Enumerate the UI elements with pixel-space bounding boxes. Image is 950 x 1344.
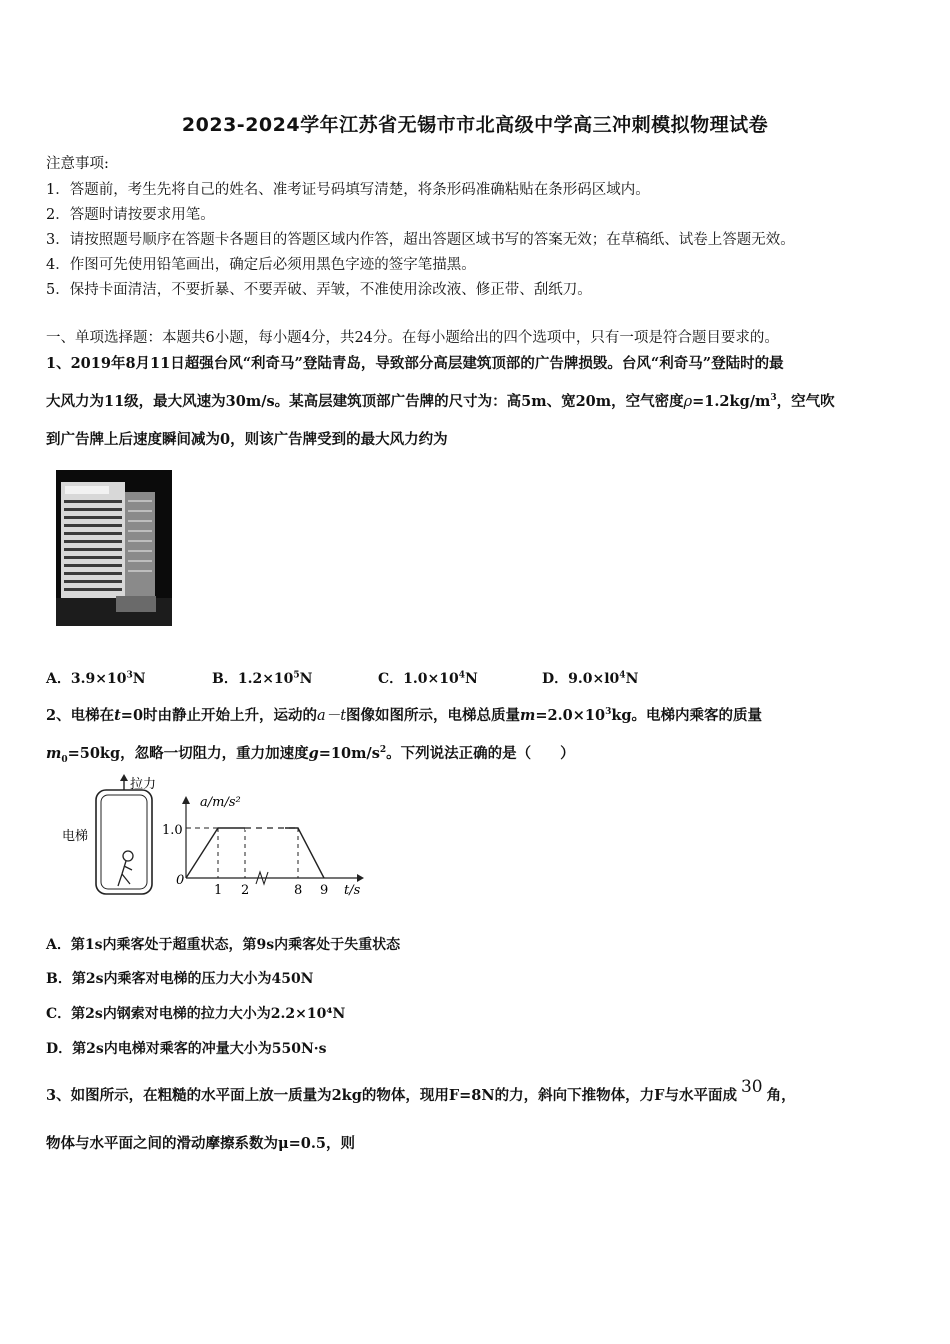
x-tick-9: 9 xyxy=(320,883,329,898)
x-tick-8: 8 xyxy=(294,883,303,898)
elevator-label: 电梯 xyxy=(62,829,89,844)
q1-option-c[interactable]: C．$1.0\times 10^4N$ xyxy=(378,670,478,687)
at-curve xyxy=(186,828,324,878)
notice-item-1: 1．答题前，考生先将自己的姓名、准考证号码填写清楚，将条形码准确粘贴在条形码区域内。 xyxy=(46,182,650,198)
notice-item-5: 5．保持卡面清洁，不要折暴、不要弄破、弄皱，不准使用涂改液、修正带、刮纸刀。 xyxy=(46,282,592,298)
notice-item-4: 4．作图可先使用铅笔画出，确定后必须用黑色字迹的签字笔描黑。 xyxy=(46,257,476,273)
pull-arrow-head xyxy=(120,774,128,781)
q1-option-a[interactable]: A．$3.9\times 10^3N$ xyxy=(46,670,146,687)
x-axis-label: t/s xyxy=(344,883,361,898)
q3-line-1: 3、如图所示，在粗糙的水平面上放一质量为2kg的物体，现用F=8N的力，斜向下推物体，力F与水平面成 30 角， xyxy=(46,1077,796,1104)
passenger-icon xyxy=(118,851,133,886)
x-tick-1: 1 xyxy=(214,883,223,898)
q1-option-d[interactable]: D．$9.0\times l0^4N$ xyxy=(542,670,639,687)
q2-option-b[interactable]: B．第2s内乘客对电梯的压力大小为450N xyxy=(46,971,314,987)
pull-label: 拉力 xyxy=(130,777,157,792)
q2-line-2: $m_0=50kg$，忽略一切阻力，重力加速度$g=10m/s^2$。下列说法正确的是（ ） xyxy=(46,745,575,765)
x-tick-2: 2 xyxy=(241,883,250,898)
elevator-car xyxy=(96,790,152,894)
q2-option-d[interactable]: D．第2s内电梯对乘客的冲量大小为550N·s xyxy=(46,1041,327,1057)
q3-line-2: 物体与水平面之间的滑动摩擦系数为μ=0.5，则 xyxy=(46,1135,355,1152)
q1-line-1: 1、2019年8月11日超强台风“利奇马”登陆青岛，导致部分高层建筑顶部的广告牌损毁。台风“利奇马”登陆时的最 xyxy=(46,355,784,372)
y-tick-1: 1.0 xyxy=(162,823,183,838)
q1-line-2: 大风力为11级，最大风速为30m/s。某高层建筑顶部广告牌的尺寸为：高5m、宽20m，空气密度$\rho=1.2kg/m^3$，空气吹 xyxy=(46,393,835,410)
q1-line-3: 到广告牌上后速度瞬间减为0，则该广告牌受到的最大风力约为 xyxy=(46,431,448,448)
q1-option-b[interactable]: B．$1.2\times 10^5N$ xyxy=(212,670,313,687)
building-illustration xyxy=(56,470,172,626)
q2-option-a[interactable]: A．第1s内乘客处于超重状态，第9s内乘客处于失重状态 xyxy=(46,937,401,953)
elevator-at-figure xyxy=(60,774,380,902)
building-photo xyxy=(56,470,172,626)
y-axis-label: a/m/s² xyxy=(200,795,241,810)
elevator-inner xyxy=(101,795,147,889)
section-1-heading: 一、单项选择题：本题共6小题，每小题4分，共24分。在每小题给出的四个选项中，只有一项是符合题目要求的。 xyxy=(46,330,779,346)
notice-item-2: 2．答题时请按要求用笔。 xyxy=(46,207,215,223)
axis-break xyxy=(256,872,268,884)
origin-label: 0 xyxy=(176,873,185,888)
notice-item-3: 3．请按照题号顺序在答题卡各题目的答题区域内作答，超出答题区域书写的答案无效；在草稿纸、试卷上答题无效。 xyxy=(46,232,795,248)
page-title: 2023-2024学年江苏省无锡市市北高级中学高三冲刺模拟物理试卷 xyxy=(181,114,769,136)
notice-heading: 注意事项: xyxy=(46,156,109,172)
q2-line-1: 2、电梯在t=0时由静止开始上升，运动的a－t图像如图所示，电梯总质量$m=2.0\times 10^3kg$。电梯内乘客的质量 xyxy=(46,707,763,724)
q2-option-c[interactable]: C．第2s内钢索对电梯的拉力大小为2.2×10⁴N xyxy=(46,1006,346,1022)
